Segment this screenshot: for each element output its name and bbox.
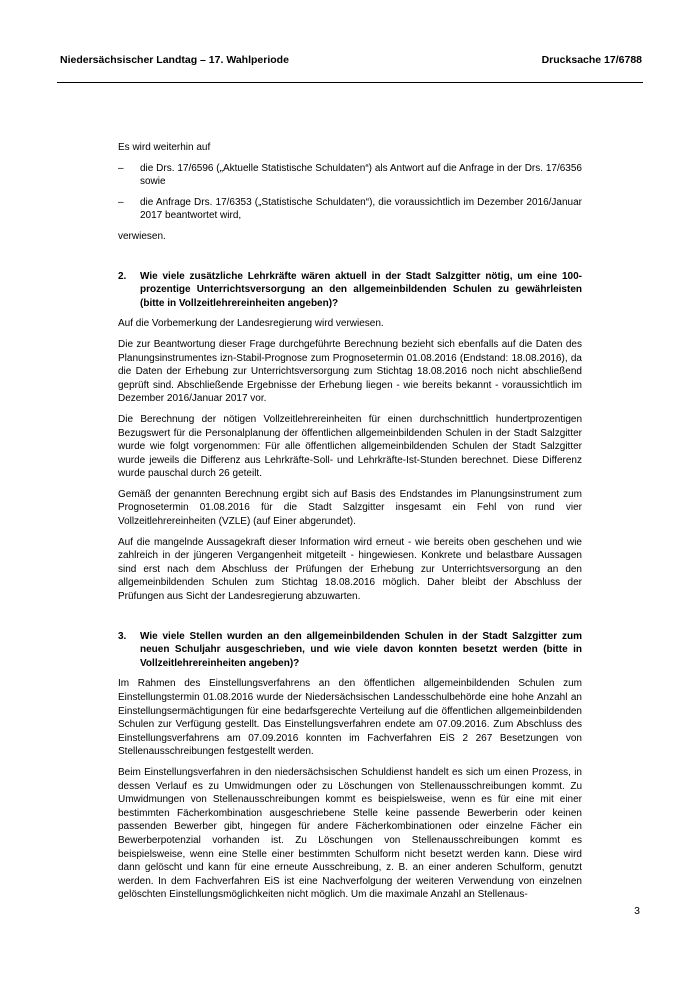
answer-paragraph: Gemäß der genannten Berechnung ergibt sich auf Basis des Endstandes im Planungsinstrument zum Prognosetermin 01.08.2016 für die Stadt Salzgitter insgesamt ein Fehl von rund vier Vollzeitlehrereinheiten (VZLE) (auf Einer abgerundet). bbox=[118, 488, 582, 528]
list-item-text: die Drs. 17/6596 („Aktuelle Statistische Schuldaten“) als Antwort auf die Anfrage in der Drs. 17/6356 sowie bbox=[140, 162, 582, 188]
header-divider bbox=[57, 82, 643, 83]
answer-paragraph: Beim Einstellungsverfahren in den niedersächsischen Schuldienst handelt es sich um einen Prozess, in dessen Verlauf es zu Umwidmungen oder zu Löschungen von Stellenausschreibungen kommt. Zu Umwidmungen von Stellenausschreibungen kommt es beispielsweise, wenn es für eine mit einer bestimmten Fächerkombination ausgeschriebene Stelle keine passende Bewerberin oder keinen passenden Bewerber gibt, hingegen für andere Fächerkombinationen oder einzelne Fächer ein Bewerberpotenzial vorhanden ist. Zu Löschungen von Stellenausschreibungen kommt es beispielsweise, wenn eine Stelle einer bestimmten Schulform nicht besetzt werden kann. Diese wird dann gelöscht und kann für eine erneute Ausschreibung, z. B. an einer anderen Schulform, genutzt werden. In dem Fachverfahren EiS ist eine Nachverfolgung der weiteren Verwendung von einzelnen gelöschten Einstellungsmöglichkeiten nicht möglich. Um die maximale Anzahl an Stellenaus- bbox=[118, 766, 582, 901]
page-number: 3 bbox=[634, 905, 640, 917]
list-item bbox=[118, 162, 582, 189]
document-body bbox=[118, 141, 582, 902]
question-text: Wie viele Stellen wurden an den allgemeinbildenden Schulen in der Stadt Salzgitter zum neuen Schuljahr ausgeschrieben, und wie viele davon konnten besetzt werden (bitte in Vollzeitlehrereinheiten angeben)? bbox=[140, 630, 582, 669]
dash-bullet: – bbox=[118, 196, 124, 208]
question-number: 3. bbox=[118, 630, 127, 642]
header-document-number: Drucksache 17/6788 bbox=[541, 54, 642, 66]
list-item bbox=[118, 196, 582, 223]
answer-paragraph: Im Rahmen des Einstellungsverfahrens an den öffentlichen allgemeinbildenden Schulen zum Einstellungstermin 01.08.2016 wurde der Niedersächsischen Landesschulbehörde eine hohe Anzahl an Einstellungsermächtigungen für eine bedarfsgerechte Verteilung auf die öffentlichen allgemeinbildenden Schulen zur Verfügung gestellt. Das Einstellungsverfahren endete am 07.09.2016. Zum Abschluss des Einstellungsverfahrens am 07.09.2016 konnten im Fachverfahren EiS 2 267 Besetzungen von Stellenausschreibungen festgestellt werden. bbox=[118, 678, 582, 758]
list-item-text: die Anfrage Drs. 17/6353 („Statistische Schuldaten“), die voraussichtlich im Dezember 2016/Januar 2017 beantwortet wird, bbox=[140, 196, 582, 222]
header-title: Niedersächsischer Landtag – 17. Wahlperiode bbox=[60, 54, 289, 66]
intro-tail: verwiesen. bbox=[118, 230, 166, 242]
dash-bullet: – bbox=[118, 162, 124, 174]
question-3 bbox=[118, 630, 582, 671]
answer-paragraph: Auf die mangelnde Aussagekraft dieser Information wird erneut - wie bereits oben geschehen und wie zahlreich in der jüngeren Vergangenheit mitgeteilt - hingewiesen. Konkrete und belastbare Aussagen sind erst nach dem Abschluss der Prüfungen der Erhebung zur Unterrichtsversorgung an den allgemeinbildenden Schulen zum Stichtag 18.08.2016 möglich. Daher bleibt der Abschluss der Prüfungen aus Sicht der Landesregierung abzuwarten. bbox=[118, 536, 582, 603]
reference-list bbox=[118, 162, 582, 223]
intro-lead: Es wird weiterhin auf bbox=[118, 142, 211, 153]
question-2 bbox=[118, 270, 582, 311]
answer-paragraph: Auf die Vorbemerkung der Landesregierung wird verwiesen. bbox=[118, 318, 384, 330]
answer-paragraph: Die zur Beantwortung dieser Frage durchgeführte Berechnung bezieht sich ebenfalls auf die Daten des Planungsinstrumentes izn-Stabil-Prognose zum Prognosetermin 01.08.2016 (Endstand: 18.08.2016), da die Daten der Erhebung zur Unterrichtsversorgung zum Stichtag 18.08.2016 noch nicht abschließend geprüft sind. Abschließende Ergebnisse der Erhebung liegen - wie bereits bekannt - voraussichtlich im Dezember 2016/Januar 2017 vor. bbox=[118, 338, 582, 405]
answer-paragraph: Die Berechnung der nötigen Vollzeitlehrereinheiten für einen durchschnittlich hundertprozentigen Bezugswert für die Personalplanung der öffentlichen allgemeinbildenden Schulen in der Stadt Salzgitter wurde wie folgt vorgenommen: Für alle öffentlichen allgemeinbildenden Schulen der Stadt Salzgitter wurde jeweils die Differenz aus Lehrkräfte-Soll- und Lehrkräfte-Ist-Stunden berechnet. Diese Differenz wurde pauschal durch 26 geteilt. bbox=[118, 413, 582, 480]
question-number: 2. bbox=[118, 270, 127, 282]
question-text: Wie viele zusätzliche Lehrkräfte wären aktuell in der Stadt Salzgitter nötig, um eine 100-prozentige Unterrichtsversorgung an den allgemeinbildenden Schulen zu gewährleisten (bitte in Vollzeitlehrereinheiten angeben)? bbox=[140, 270, 582, 309]
